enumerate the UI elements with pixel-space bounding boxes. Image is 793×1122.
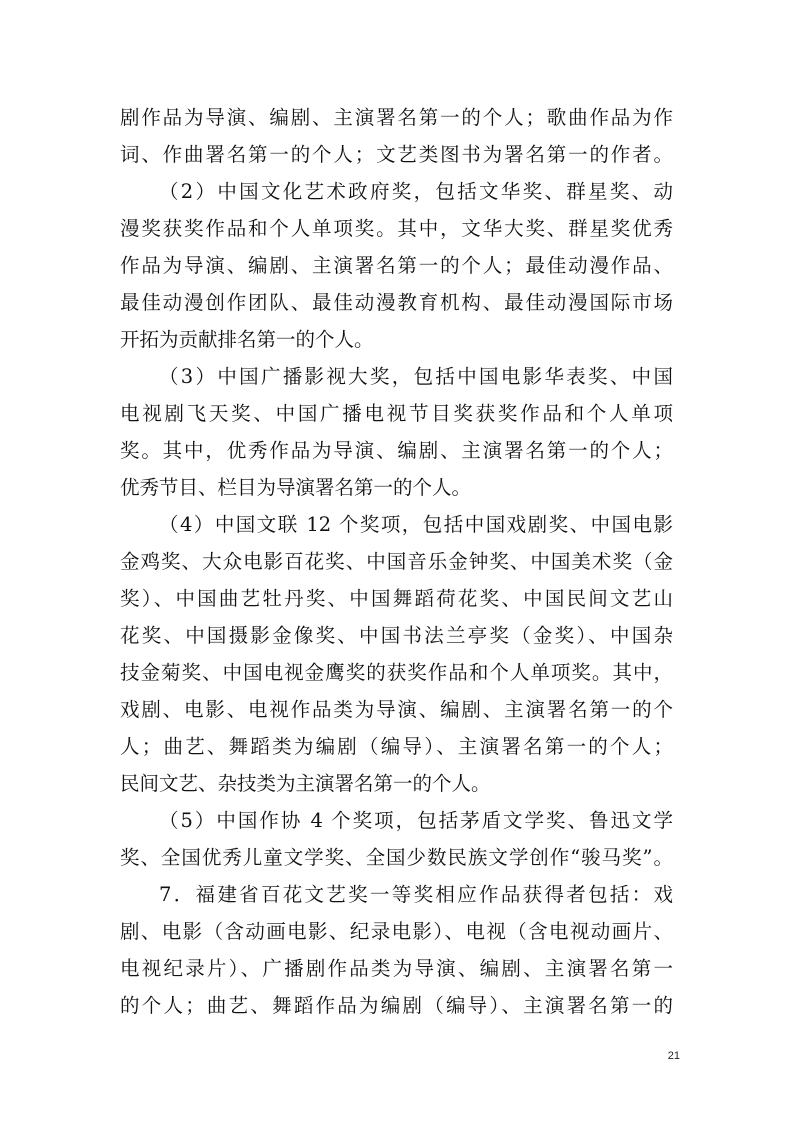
text-line-6: 最佳动漫创作团队、最佳动漫教育机构、最佳动漫国际市场 <box>120 291 673 314</box>
text-line-11: 优秀节目、栏目为导演署名第一的个人。 <box>120 476 472 499</box>
page-number: 21 <box>667 1050 680 1062</box>
text-line-3: （2）中国文化艺术政府奖，包括文华奖、群星奖、动 <box>159 180 673 203</box>
text-line-7: 开拓为贡献排名第一的个人。 <box>120 328 374 351</box>
text-line-9: 电视剧飞天奖、中国广播电视节目奖获奖作品和个人单项 <box>120 402 673 425</box>
text-line-1: 剧作品为导演、编剧、主演署名第一的个人；歌曲作品为作 <box>120 106 673 129</box>
text-line-21: 奖、全国优秀儿童文学奖、全国少数民族文学创作“骏马奖”。 <box>120 846 673 869</box>
text-line-20: （5）中国作协 4 个奖项，包括茅盾文学奖、鲁迅文学 <box>159 809 673 832</box>
text-line-8: （3）中国广播影视大奖，包括中国电影华表奖、中国 <box>159 365 673 388</box>
text-line-2: 词、作曲署名第一的个人；文艺类图书为署名第一的作者。 <box>120 143 673 166</box>
text-line-19: 民间文艺、杂技类为主演署名第一的个人。 <box>120 772 491 795</box>
text-line-12: （4）中国文联 12 个奖项，包括中国戏剧奖、中国电影 <box>159 513 673 536</box>
text-line-17: 戏剧、电影、电视作品类为导演、编剧、主演署名第一的个 <box>120 698 673 721</box>
text-line-4: 漫奖获奖作品和个人单项奖。其中，文华大奖、群星奖优秀 <box>120 217 673 240</box>
text-line-5: 作品为导演、编剧、主演署名第一的个人；最佳动漫作品、 <box>120 254 673 277</box>
text-line-24: 电视纪录片）、广播剧作品类为导演、编剧、主演署名第一 <box>120 957 673 980</box>
text-line-18: 人；曲艺、舞蹈类为编剧（编导）、主演署名第一的个人； <box>120 735 673 758</box>
text-line-10: 奖。其中，优秀作品为导演、编剧、主演署名第一的个人； <box>120 439 673 462</box>
text-line-13: 金鸡奖、大众电影百花奖、中国音乐金钟奖、中国美术奖（金 <box>120 550 673 573</box>
text-line-16: 技金菊奖、中国电视金鹰奖的获奖作品和个人单项奖。其中， <box>120 661 673 684</box>
text-line-14: 奖）、中国曲艺牡丹奖、中国舞蹈荷花奖、中国民间文艺山 <box>120 587 673 610</box>
text-line-25: 的个人；曲艺、舞蹈作品为编剧（编导）、主演署名第一的 <box>120 994 673 1017</box>
text-line-15: 花奖、中国摄影金像奖、中国书法兰亭奖（金奖）、中国杂 <box>120 624 673 647</box>
text-line-23: 剧、电影（含动画电影、纪录电影）、电视（含电视动画片、 <box>120 920 673 943</box>
text-line-22: 7．福建省百花文艺奖一等奖相应作品获得者包括：戏 <box>159 883 673 906</box>
